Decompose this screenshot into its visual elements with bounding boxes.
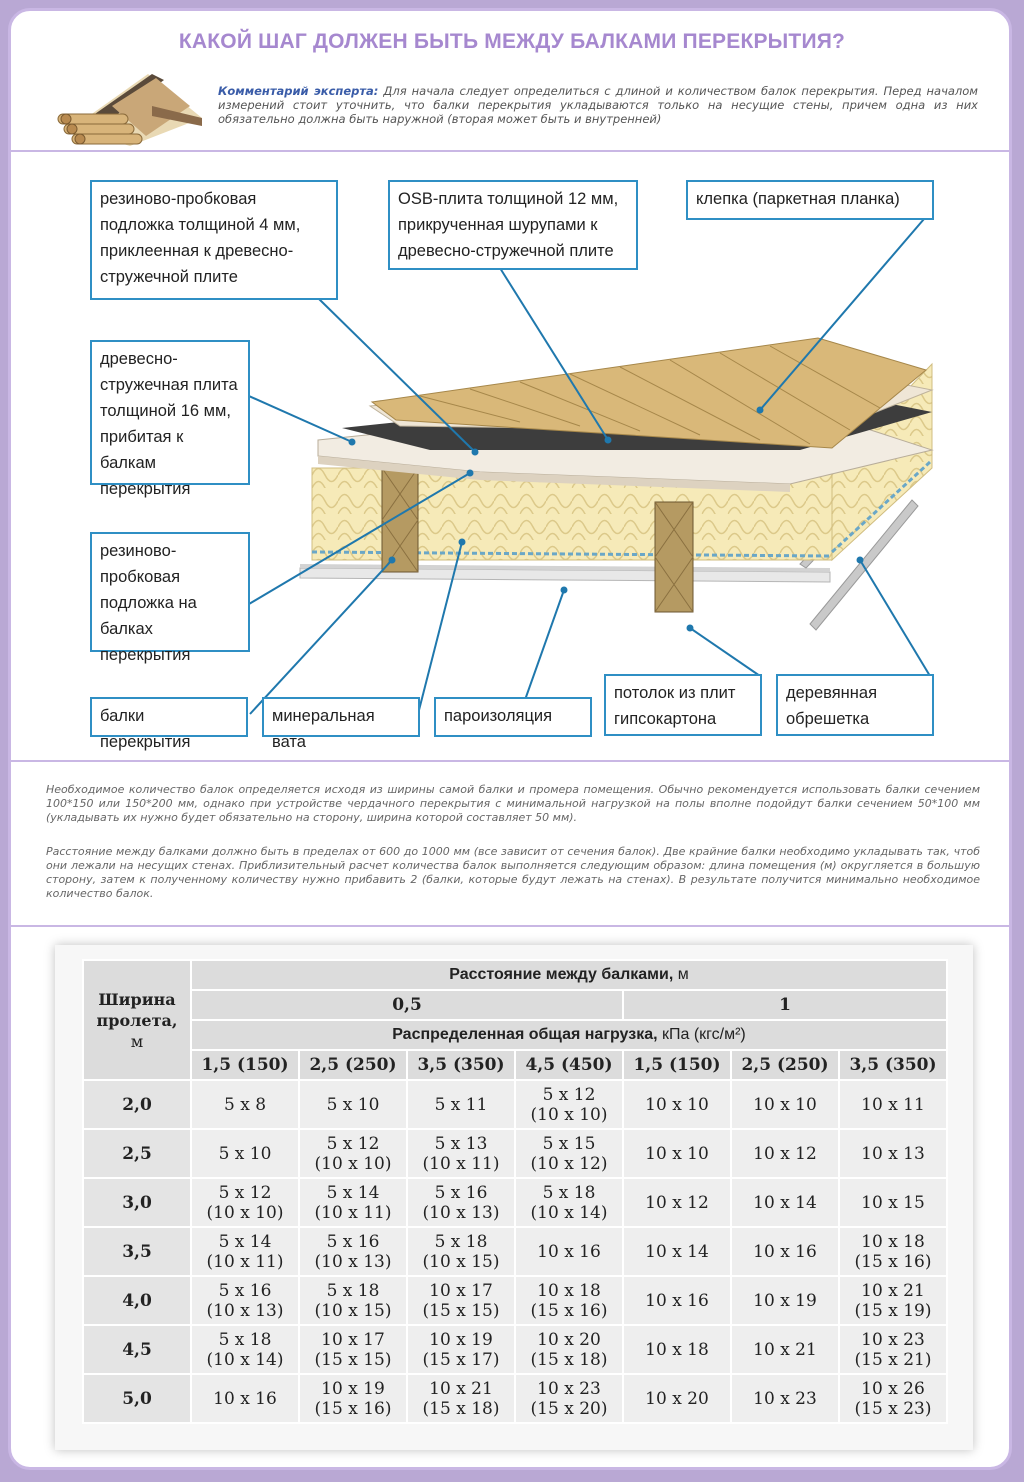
load-column-header: 1,5 (150) xyxy=(191,1050,299,1080)
callout-beams: балки перекрытия xyxy=(90,697,248,737)
section-value: 10 x 14 xyxy=(753,1192,817,1213)
span-header: Ширина пролета, xyxy=(96,989,178,1030)
section-alt-value: (15 x 16) xyxy=(314,1398,392,1419)
section-value: 10 x 19 xyxy=(321,1378,385,1399)
section-alt-value: (15 x 20) xyxy=(530,1398,608,1419)
section-value: 10 x 10 xyxy=(645,1143,709,1164)
section-value: 10 x 12 xyxy=(753,1143,817,1164)
callout-chipboard: древесно-стружечная плита толщиной 16 мм, прибитая к балкам перекрытия xyxy=(90,340,250,485)
beam-section-cell xyxy=(623,1325,731,1374)
beam-section-cell xyxy=(407,1129,515,1178)
section-value: 5 x 12 xyxy=(542,1084,596,1105)
beam-section-cell xyxy=(407,1080,515,1129)
callout-osb: OSB-плита толщиной 12 мм, прикрученная шурупами к древесно-стружечной плите xyxy=(388,180,638,270)
span-header-cell xyxy=(83,960,191,1080)
section-alt-value: (10 x 14) xyxy=(530,1202,608,1223)
load-column-header: 1,5 (150) xyxy=(623,1050,731,1080)
span-value: 4,5 xyxy=(83,1325,191,1374)
beam-section-cell xyxy=(515,1129,623,1178)
beam-section-cell xyxy=(623,1080,731,1129)
section-value: 10 x 20 xyxy=(537,1329,601,1350)
section-value: 10 x 10 xyxy=(645,1094,709,1115)
section-alt-value: (10 x 10) xyxy=(530,1104,608,1125)
beam-section-cell xyxy=(407,1374,515,1423)
table-row xyxy=(83,1227,947,1276)
section-value: 5 x 16 xyxy=(326,1231,380,1252)
beam-section-cell xyxy=(623,1178,731,1227)
section-value: 5 x 18 xyxy=(434,1231,488,1252)
beam-section-cell xyxy=(407,1276,515,1325)
section-alt-value: (10 x 15) xyxy=(422,1251,500,1272)
span-value: 3,5 xyxy=(83,1227,191,1276)
beam-section-cell xyxy=(299,1227,407,1276)
beam-section-cell xyxy=(191,1374,299,1423)
beam-section-cell xyxy=(299,1080,407,1129)
span-value: 2,0 xyxy=(83,1080,191,1129)
beam-section-cell xyxy=(407,1227,515,1276)
section-value: 10 x 23 xyxy=(537,1378,601,1399)
beam-section-cell xyxy=(191,1178,299,1227)
callout-lathing: деревянная обрешетка xyxy=(776,674,934,736)
beam-section-cell xyxy=(299,1276,407,1325)
beam-section-cell xyxy=(191,1227,299,1276)
beam-section-table-box xyxy=(55,945,973,1450)
section-alt-value: (10 x 13) xyxy=(206,1300,284,1321)
section-value: 10 x 21 xyxy=(429,1378,493,1399)
callout-vapor-barrier: пароизоляция xyxy=(434,697,592,737)
table-row xyxy=(83,1374,947,1423)
section-value: 5 x 12 xyxy=(326,1133,380,1154)
distance-0-5: 0,5 xyxy=(191,990,623,1020)
section-alt-value: (10 x 15) xyxy=(314,1300,392,1321)
section-value: 5 x 18 xyxy=(218,1329,272,1350)
beam-section-cell xyxy=(839,1374,947,1423)
beam-section-cell xyxy=(731,1178,839,1227)
table-row xyxy=(83,1080,947,1129)
section-value: 5 x 16 xyxy=(434,1182,488,1203)
span-value: 5,0 xyxy=(83,1374,191,1423)
beam-section-cell xyxy=(731,1374,839,1423)
section-value: 5 x 18 xyxy=(542,1182,596,1203)
beam-section-cell xyxy=(191,1129,299,1178)
section-value: 5 x 13 xyxy=(434,1133,488,1154)
beam-section-cell xyxy=(731,1129,839,1178)
load-header: Распределенная общая нагрузка, xyxy=(392,1026,658,1043)
section-value: 10 x 16 xyxy=(753,1241,817,1262)
section-alt-value: (15 x 19) xyxy=(854,1300,932,1321)
roof-beams-illustration xyxy=(52,66,212,150)
beam-section-cell xyxy=(515,1276,623,1325)
section-alt-value: (15 x 18) xyxy=(530,1349,608,1370)
section-alt-value: (10 x 11) xyxy=(422,1153,500,1174)
section-value: 10 x 21 xyxy=(753,1339,817,1360)
section-alt-value: (10 x 13) xyxy=(422,1202,500,1223)
section-alt-value: (10 x 14) xyxy=(206,1349,284,1370)
callout-mineral-wool: минеральная вата xyxy=(262,697,420,737)
load-column-header: 2,5 (250) xyxy=(731,1050,839,1080)
section-alt-value: (15 x 23) xyxy=(854,1398,932,1419)
span-value: 4,0 xyxy=(83,1276,191,1325)
section-value: 10 x 13 xyxy=(861,1143,925,1164)
beam-section-cell xyxy=(515,1178,623,1227)
divider xyxy=(11,925,1011,927)
beam-section-cell xyxy=(839,1080,947,1129)
beam-section-cell xyxy=(407,1178,515,1227)
page-title: КАКОЙ ШАГ ДОЛЖЕН БЫТЬ МЕЖДУ БАЛКАМИ ПЕРЕКРЫТИЯ? xyxy=(178,30,846,53)
table-row xyxy=(83,1325,947,1374)
beam-section-table xyxy=(82,959,948,1424)
beam-section-cell xyxy=(731,1227,839,1276)
section-alt-value: (10 x 12) xyxy=(530,1153,608,1174)
distance-1: 1 xyxy=(623,990,947,1020)
section-value: 5 x 14 xyxy=(218,1231,272,1252)
expert-label: Комментарий эксперта: xyxy=(218,84,379,98)
beam-section-cell xyxy=(839,1178,947,1227)
beam-section-cell xyxy=(623,1227,731,1276)
paragraph-1: Необходимое количество балок определяется исходя из ширины самой балки и промера помещения. Обычно рекомендуется использовать балки сечением 100*150 или 150*200 мм, однако при устройстве чердачного перекрытия с минимальной нагрузкой на полы вполне подойдут балки сечением 50*100 мм (укладывать их нужно будет обязательно на сторону, ширина которой составляет 50 мм). xyxy=(46,783,980,824)
callout-rubber-cork-beams: резиново-пробковая подложка на балках перекрытия xyxy=(90,532,250,652)
section-alt-value: (10 x 10) xyxy=(206,1202,284,1223)
callout-ceiling: потолок из плит гипсокартона xyxy=(604,674,762,736)
section-value: 10 x 23 xyxy=(753,1388,817,1409)
section-alt-value: (10 x 13) xyxy=(314,1251,392,1272)
paragraph-2: Расстояние между балками должно быть в пределах от 600 до 1000 мм (все зависит от сечения балок). Две крайние балки необходимо укладывать так, чтоб они лежали на несущих стенах. Приблизительный расчет количества балок выполняется следующим образом: длина помещения (м) округляется в большую сторону, затем к полученному количеству нужно прибавить 2 (балки, которые будут лежать на стенах). В результате получится минимально необходимое количество балок. xyxy=(46,845,980,900)
section-value: 10 x 19 xyxy=(429,1329,493,1350)
load-column-header: 4,5 (450) xyxy=(515,1050,623,1080)
beam-section-cell xyxy=(191,1080,299,1129)
distance-unit: м xyxy=(677,966,689,983)
span-value: 3,0 xyxy=(83,1178,191,1227)
section-value: 5 x 12 xyxy=(218,1182,272,1203)
divider xyxy=(11,760,1011,762)
beam-section-cell xyxy=(515,1325,623,1374)
span-value: 2,5 xyxy=(83,1129,191,1178)
table-row xyxy=(83,1276,947,1325)
section-value: 10 x 23 xyxy=(861,1329,925,1350)
beam-section-cell xyxy=(623,1276,731,1325)
section-alt-value: (15 x 21) xyxy=(854,1349,932,1370)
callout-rubber-cork-top: резиново-пробковая подложка толщиной 4 мм, приклеенная к древесно-стружечной плите xyxy=(90,180,338,300)
expert-text: Для начала следует определиться с длиной и количеством балок перекрытия. Перед началом измерений стоит уточнить, что балки перекрытия укладываются только на несущие стены, причем одна из них обязательно должна быть наружной (вторая может быть и внутренней) xyxy=(218,84,978,126)
section-value: 10 x 10 xyxy=(753,1094,817,1115)
beam-section-cell xyxy=(623,1129,731,1178)
section-value: 10 x 15 xyxy=(861,1192,925,1213)
table-row xyxy=(83,1178,947,1227)
section-value: 10 x 16 xyxy=(645,1290,709,1311)
section-value: 10 x 26 xyxy=(861,1378,925,1399)
beam-section-cell xyxy=(299,1374,407,1423)
distance-header: Расстояние между балками, xyxy=(449,966,674,983)
section-value: 5 x 18 xyxy=(326,1280,380,1301)
load-header-cell xyxy=(191,1020,947,1050)
load-column-header: 2,5 (250) xyxy=(299,1050,407,1080)
beam-section-cell xyxy=(299,1178,407,1227)
section-alt-value: (15 x 15) xyxy=(422,1300,500,1321)
section-alt-value: (15 x 18) xyxy=(422,1398,500,1419)
section-value: 5 x 10 xyxy=(218,1143,272,1164)
section-value: 10 x 17 xyxy=(429,1280,493,1301)
section-value: 5 x 15 xyxy=(542,1133,596,1154)
expert-comment xyxy=(218,84,978,126)
section-alt-value: (15 x 16) xyxy=(854,1251,932,1272)
section-value: 10 x 18 xyxy=(537,1280,601,1301)
section-value: 10 x 19 xyxy=(753,1290,817,1311)
section-value: 10 x 14 xyxy=(645,1241,709,1262)
section-value: 10 x 12 xyxy=(645,1192,709,1213)
section-alt-value: (15 x 16) xyxy=(530,1300,608,1321)
load-column-header: 3,5 (350) xyxy=(839,1050,947,1080)
section-value: 5 x 11 xyxy=(434,1094,488,1115)
section-value: 5 x 10 xyxy=(326,1094,380,1115)
section-alt-value: (10 x 11) xyxy=(206,1251,284,1272)
distance-header-cell xyxy=(191,960,947,990)
section-alt-value: (10 x 10) xyxy=(314,1153,392,1174)
beam-section-cell xyxy=(839,1227,947,1276)
beam-section-cell xyxy=(623,1374,731,1423)
beam-section-cell xyxy=(731,1276,839,1325)
section-value: 5 x 16 xyxy=(218,1280,272,1301)
section-value: 5 x 8 xyxy=(223,1094,267,1115)
beam-section-cell xyxy=(407,1325,515,1374)
beam-section-cell xyxy=(731,1080,839,1129)
section-alt-value: (15 x 17) xyxy=(422,1349,500,1370)
beam-section-cell xyxy=(515,1080,623,1129)
section-value: 10 x 11 xyxy=(861,1094,925,1115)
section-value: 10 x 17 xyxy=(321,1329,385,1350)
span-unit: м xyxy=(130,1031,144,1051)
beam-section-cell xyxy=(191,1276,299,1325)
beam-section-cell xyxy=(731,1325,839,1374)
beam-section-cell xyxy=(299,1129,407,1178)
beam-section-cell xyxy=(191,1325,299,1374)
section-alt-value: (10 x 11) xyxy=(314,1202,392,1223)
section-value: 10 x 18 xyxy=(861,1231,925,1252)
section-value: 10 x 16 xyxy=(537,1241,601,1262)
beam-section-cell xyxy=(299,1325,407,1374)
beam-section-cell xyxy=(839,1276,947,1325)
beam-section-cell xyxy=(515,1227,623,1276)
load-unit: кПа (кгс/м²) xyxy=(662,1026,746,1043)
section-alt-value: (15 x 15) xyxy=(314,1349,392,1370)
section-value: 10 x 16 xyxy=(213,1388,277,1409)
table-row xyxy=(83,1129,947,1178)
callout-klepka: клепка (паркетная планка) xyxy=(686,180,934,220)
section-value: 5 x 14 xyxy=(326,1182,380,1203)
beam-section-cell xyxy=(839,1129,947,1178)
section-value: 10 x 18 xyxy=(645,1339,709,1360)
section-value: 10 x 20 xyxy=(645,1388,709,1409)
section-value: 10 x 21 xyxy=(861,1280,925,1301)
load-column-header: 3,5 (350) xyxy=(407,1050,515,1080)
beam-section-cell xyxy=(839,1325,947,1374)
beam-section-cell xyxy=(515,1374,623,1423)
